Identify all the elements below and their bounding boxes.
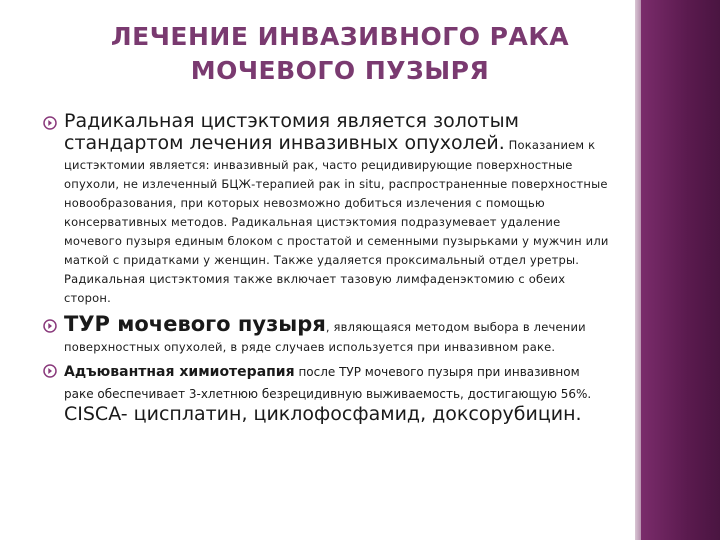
bullet-body: после ТУР мочевого пузыря при инвазивном раке обеспечивает 3-хлетнюю безрецидивную выживаемость, достигающую 56%. [64,365,592,401]
slide-content [42,110,612,425]
circle-arrow-bullet-icon [42,363,58,379]
bullet-lead-rest: является золотым стандартом лечения инвазивных опухолей. [64,110,519,154]
bullet-body: Показанием к цистэктомии является: инвазивный рак, часто рецидивирующие поверхностные опухоли, не излеченный БЦЖ-терапией рак in situ, распространенные поверхностные новообразования, при которых невозможно добиться излечения с помощью консервативных методов. Радикальная цистэктомия подразумевает удаление мочевого пузыря единым блоком с простатой и семенными пузырьками у мужчин или маткой с придатками у женщин. Также удаляется проксимальный отдел уретры. Радикальная цистэктомия также включает тазовую лимфаденэктомию с обеих сторон. [64,138,609,305]
bullet-radical-cystectomy [42,110,612,306]
title-line-2: МОЧЕВОГО ПУЗЫРЯ [190,56,490,85]
bullet-tur [42,312,612,355]
decorative-sidebar [641,0,720,540]
bullet-adjuvant-chemotherapy [42,361,612,425]
title-line-1: ЛЕЧЕНИЕ ИНВАЗИВНОГО РАКА [110,22,570,51]
bullet-lead: Адъювантная химиотерапия [64,364,295,380]
bullet-body: , являющаяся методом выбора в лечении поверхностных опухолей, в ряде случаев используется при инвазивном раке. [64,320,586,354]
bullet-lead: ТУР мочевого пузыря [64,312,326,336]
bullet-tail: CISCA- цисплатин, циклофосфамид, доксорубицин. [64,403,582,425]
circle-arrow-bullet-icon [42,115,58,131]
bullet-lead: Радикальная цистэктомия [64,110,331,132]
slide-title [60,20,620,88]
circle-arrow-bullet-icon [42,318,58,334]
